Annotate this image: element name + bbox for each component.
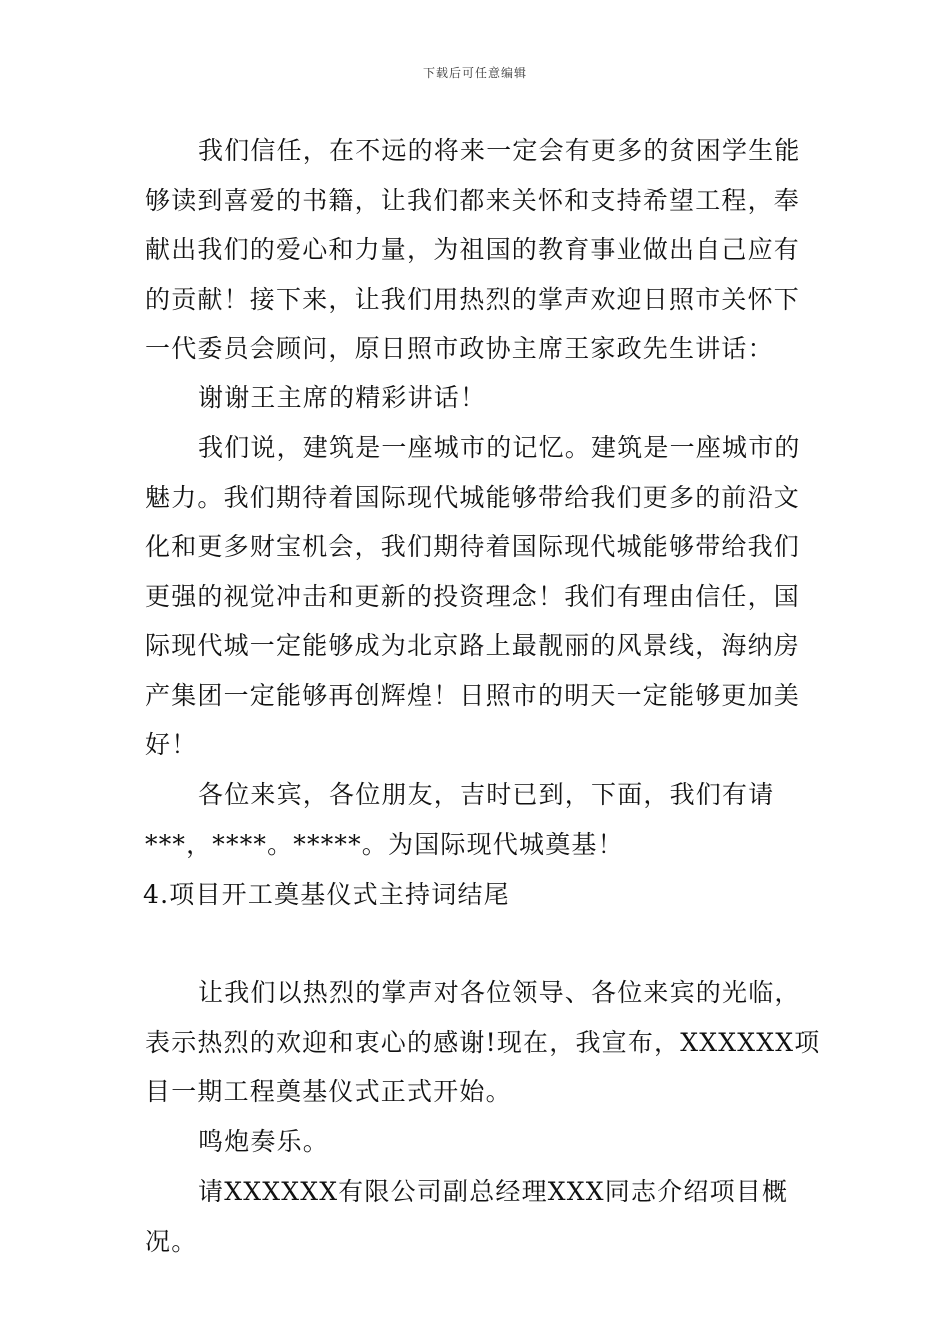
paragraph-opening: 让我们以热烈的掌声对各位领导、各位来宾的光临，表示热烈的欢迎和衷心的感谢!现在，我宣布，XXXXXX项目一期工程奠基仪式正式开始。: [145, 978, 821, 1106]
paragraph-thanks: 谢谢王主席的精彩讲话！: [198, 383, 487, 412]
paragraph-ceremony-invite: 各位来宾，各位朋友，吉时已到，下面，我们有请***，****。*****。为国际现代城奠基！: [145, 780, 775, 859]
paragraph-project-intro: 请XXXXXX有限公司副总经理XXX同志介绍项目概况。: [145, 1177, 789, 1256]
paragraph-firecrackers: 鸣炮奏乐。: [198, 1127, 330, 1156]
paragraph-architecture: 我们说，建筑是一座城市的记忆。建筑是一座城市的魅力。我们期待着国际现代城能够带给我们更多的前沿文化和更多财宝机会，我们期待着国际现代城能够带给我们更强的视觉冲击和更新的投资理念！我们有理由信任，国际现代城一定能够成为北京路上最靓丽的风景线，海纳房产集团一定能够再创辉煌！日照市的明天一定能够更加美好！: [145, 433, 801, 759]
page-header: 下载后可任意编辑: [422, 66, 527, 80]
section-heading: 4.项目开工奠基仪式主持词结尾: [143, 880, 510, 909]
paragraph-hope-project: 我们信任，在不远的将来一定会有更多的贫困学生能够读到喜爱的书籍，让我们都来关怀和支持希望工程，奉献出我们的爱心和力量，为祖国的教育事业做出自己应有的贡献！接下来，让我们用热烈的掌声欢迎日照市关怀下一代委员会顾问，原日照市政协主席王家政先生讲话：: [145, 136, 801, 363]
